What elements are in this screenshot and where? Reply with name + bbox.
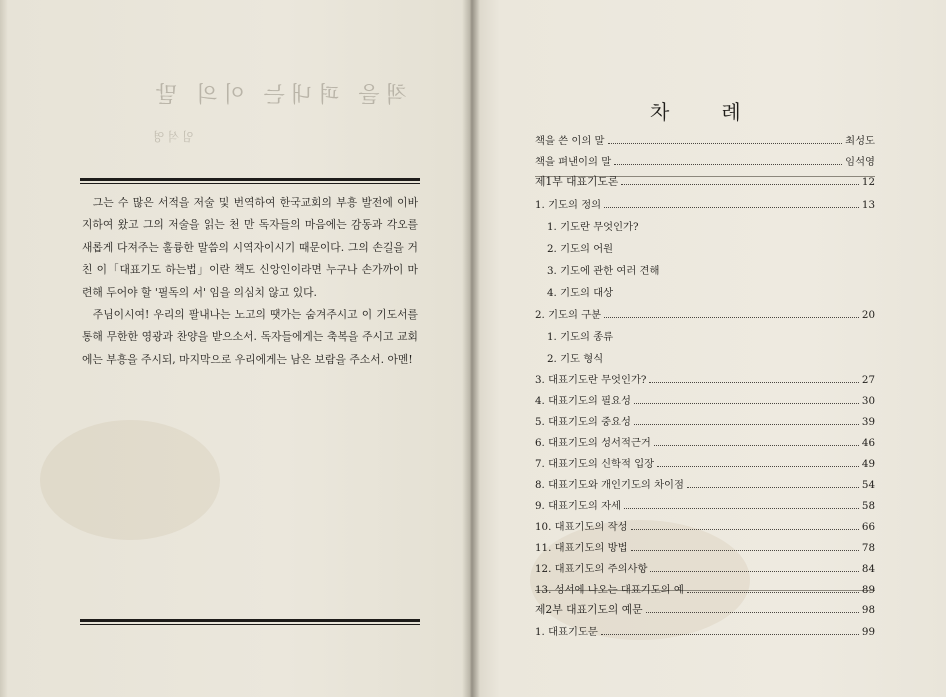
toc-entry-page: 12 <box>861 176 875 188</box>
toc-entry <box>535 196 875 216</box>
toc-entry-label: 제1부 대표기도론 <box>535 175 619 188</box>
toc-entry-label: 1. 기도의 정의 <box>535 199 602 211</box>
toc-leader-dots <box>631 550 859 551</box>
toc-entry <box>535 153 875 173</box>
toc-leader-dots <box>650 571 858 572</box>
toc-entry-page: 30 <box>861 395 875 407</box>
toc-leader-dots <box>687 592 859 593</box>
toc-entry-page: 39 <box>861 416 875 428</box>
toc-leader-dots <box>604 317 859 318</box>
toc-entry <box>535 476 875 496</box>
bleed-through-title: 책을 펴내는 이의 말 <box>150 83 407 108</box>
paper-stain <box>530 520 750 640</box>
toc-leader-dots <box>649 382 858 383</box>
toc-entry-label: 7. 대표기도의 신학적 입장 <box>535 458 655 470</box>
top-double-rule <box>80 178 420 184</box>
toc-entry-label: 11. 대표기도의 방법 <box>535 542 628 554</box>
toc-entry-label: 9. 대표기도의 자세 <box>535 500 621 512</box>
toc-entry <box>535 392 875 412</box>
toc-leader-dots <box>634 424 859 425</box>
toc-entry-label: 13. 성서에 나오는 대표기도의 예 <box>535 584 684 596</box>
toc-entry <box>535 350 875 370</box>
toc-entry <box>535 434 875 454</box>
toc-entry <box>535 518 875 538</box>
toc-entry-label: 1. 대표기도문 <box>535 626 598 638</box>
foreword-paragraph-2: 주님이시여! 우리의 팔내나는 노고의 땟가는 숨겨주시고 이 기도서를 통해 무한한 영광과 찬양을 받으소서. 독자들에게는 축복을 주시고 교회에는 부흥을 주시되, 마지막으로 우리에게는 남은 보람을 주소서. 아멘! <box>82 308 418 366</box>
toc-entry-label: 12. 대표기도의 주의사항 <box>535 563 648 575</box>
bleed-through-subtitle: 임석영 <box>150 130 194 144</box>
toc-entry <box>535 132 875 152</box>
toc-leader-dots <box>624 508 859 509</box>
toc-entry-page: 98 <box>861 604 875 616</box>
toc-leader-dots <box>634 403 859 404</box>
toc-leader-dots <box>604 207 859 208</box>
toc-entry <box>535 581 875 601</box>
toc-entry <box>535 413 875 433</box>
toc-leader-dots <box>601 634 859 635</box>
toc-entry-page: 78 <box>861 542 875 554</box>
toc-entry <box>535 539 875 559</box>
toc-title: 차례 <box>650 100 793 124</box>
toc-leader-dots <box>631 529 859 530</box>
toc-entry-page: 27 <box>861 374 875 386</box>
toc-leader-dots <box>646 612 859 613</box>
toc-entry <box>535 560 875 580</box>
toc-leader-dots <box>657 466 859 467</box>
toc-entry-label: 4. 기도의 대상 <box>547 287 614 299</box>
toc-entry-label: 1. 기도란 무엇인가? <box>547 221 639 233</box>
toc-entry-label: 책을 펴낸이의 말 <box>535 156 612 168</box>
toc-leader-dots <box>621 184 859 185</box>
toc-entry-page: 13 <box>861 199 875 211</box>
toc-entry-page: 49 <box>861 458 875 470</box>
foreword-body <box>82 192 418 371</box>
toc-leader-dots <box>654 445 859 446</box>
paper-stain <box>40 420 220 540</box>
toc-entry-page: 54 <box>861 479 875 491</box>
book-gutter <box>462 0 480 697</box>
toc-entry-label: 2. 기도의 구분 <box>535 309 602 321</box>
foreword-paragraph-1: 그는 수 많은 서적을 저술 및 번역하여 한국교회의 부흥 발전에 이바지하여 왔고 그의 저술을 읽는 천 만 독자들의 마음에는 감동과 각오를 새롭게 다져주는 훌륭한 말씀의 시역자이시기 때문이다. 그의 손길을 거친 이「대표기도 하는법」이란 책도 신앙인이라면 누구나 손가까이 마련해 두어야 할 '필독의 서' 임을 의심치 않고 있다. <box>82 196 418 299</box>
toc-entry-label: 제2부 대표기도의 예문 <box>535 603 643 616</box>
toc-entry <box>535 623 875 643</box>
bottom-double-rule <box>80 619 420 625</box>
toc-leader-dots <box>614 164 842 165</box>
toc-entry-label: 5. 대표기도의 중요성 <box>535 416 631 428</box>
toc-entry-label: 3. 대표기도란 무엇인가? <box>535 374 647 386</box>
toc-entry-label: 책을 쓴 이의 말 <box>535 135 605 147</box>
toc-entry-page: 46 <box>861 437 875 449</box>
toc-part-entry <box>535 602 875 622</box>
toc-entry-page: 84 <box>861 563 875 575</box>
toc-part-entry <box>535 174 875 194</box>
toc-entry-page: 66 <box>861 521 875 533</box>
toc-entry <box>535 262 875 282</box>
toc-entry <box>535 497 875 517</box>
toc-entry <box>535 306 875 326</box>
toc-entry-label: 2. 기도 형식 <box>547 353 604 365</box>
toc-entry-page: 최성도 <box>845 135 875 147</box>
toc-entry <box>535 455 875 475</box>
toc-leader-dots <box>608 143 843 144</box>
toc-entry-page: 99 <box>861 626 875 638</box>
toc-entry-page: 89 <box>861 584 875 596</box>
toc-entry-label: 1. 기도의 종류 <box>547 331 614 343</box>
toc-entry <box>535 328 875 348</box>
toc-entry-label: 4. 대표기도의 필요성 <box>535 395 631 407</box>
left-page <box>0 0 470 697</box>
toc-leader-dots <box>687 487 859 488</box>
toc-entry <box>535 371 875 391</box>
toc-entry-label: 2. 기도의 어원 <box>547 243 614 255</box>
toc-entry <box>535 240 875 260</box>
toc-entry-label: 10. 대표기도의 작성 <box>535 521 628 533</box>
toc-entry-label: 6. 대표기도의 성서적근거 <box>535 437 651 449</box>
toc-entry <box>535 218 875 238</box>
toc-entry-page: 20 <box>861 309 875 321</box>
toc-entry-label: 8. 대표기도와 개인기도의 차이점 <box>535 479 684 491</box>
toc-entry <box>535 284 875 304</box>
toc-entry-label: 3. 기도에 관한 여러 견해 <box>547 265 660 277</box>
toc-entry-page: 임석영 <box>845 156 875 168</box>
toc-entry-page: 58 <box>861 500 875 512</box>
